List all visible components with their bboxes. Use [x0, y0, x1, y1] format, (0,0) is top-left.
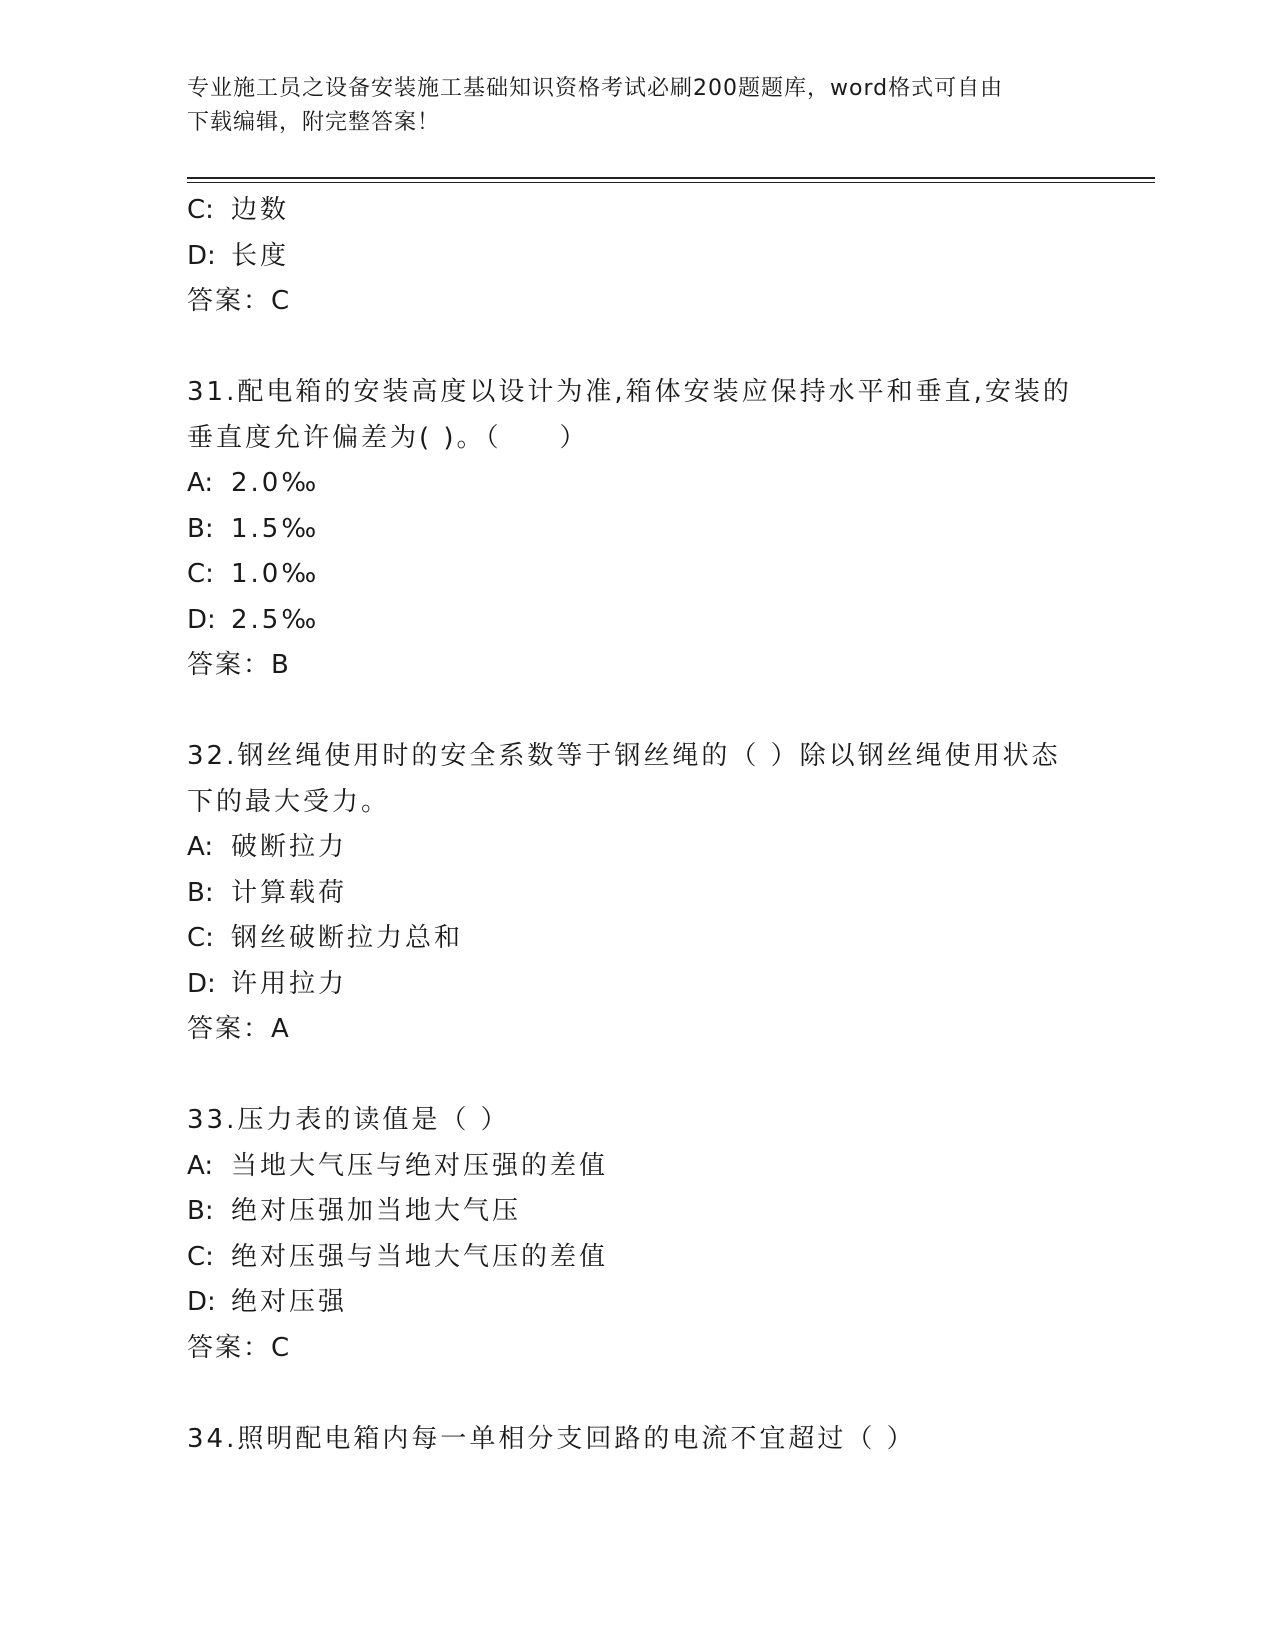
option-text: 边数 [231, 195, 290, 225]
option-letter: B: [187, 1196, 214, 1226]
option-d [187, 598, 1087, 644]
option-letter: D: [187, 240, 216, 271]
option-text: 破断拉力 [231, 832, 348, 862]
option-text: 绝对压强加当地大气压 [231, 1196, 522, 1226]
option-letter: B: [187, 877, 214, 908]
header-divider-thick [187, 177, 1155, 179]
question-stem: 32.钢丝绳使用时的安全系数等于钢丝绳的（ ）除以钢丝绳使用状态 [187, 741, 1061, 771]
answer-line: 答案：A [187, 1014, 291, 1044]
question-31 [187, 370, 1087, 689]
option-letter: C: [187, 195, 214, 225]
option-text: 许用拉力 [231, 968, 348, 999]
question-stem-continued: 垂直度允许偏差为( )。（ ） [187, 422, 589, 453]
option-text: 计算载荷 [231, 877, 348, 908]
option-letter: A: [187, 468, 214, 498]
question-32 [187, 734, 1087, 1053]
option-text: 1.5‰ [231, 513, 320, 544]
header-title-line-1: 专业施工员之设备安装施工基础知识资格考试必刷200题题库，word格式可自由 [187, 76, 1004, 101]
option-a [187, 461, 1087, 507]
option-b [187, 507, 1087, 553]
answer-line: 答案：C [187, 1332, 292, 1363]
option-letter: A: [187, 1150, 214, 1181]
option-b [187, 1189, 1087, 1235]
header-title-line-2: 下载编辑，附完整答案！ [187, 110, 441, 135]
option-d [187, 1280, 1087, 1326]
answer-line: 答案：C [187, 286, 292, 316]
option-text: 钢丝破断拉力总和 [231, 923, 464, 953]
option-a [187, 825, 1087, 871]
option-letter: D: [187, 604, 216, 635]
question-stem: 33.压力表的读值是（ ） [187, 1105, 510, 1135]
option-c [187, 916, 1087, 962]
answer-line: 答案：B [187, 650, 291, 680]
question-33 [187, 1098, 1087, 1371]
option-letter: C: [187, 559, 214, 589]
spacer [187, 1371, 1087, 1417]
spacer [187, 1053, 1087, 1099]
document-header [187, 72, 1067, 140]
option-letter: C: [187, 923, 214, 953]
option-text: 2.0‰ [231, 468, 320, 498]
spacer [187, 325, 1087, 371]
option-letter: D: [187, 968, 216, 999]
question-30-continued [187, 188, 1087, 325]
option-text: 当地大气压与绝对压强的差值 [231, 1150, 609, 1181]
question-stem-continued: 下的最大受力。 [187, 786, 391, 817]
option-letter: B: [187, 513, 214, 544]
option-c [187, 552, 1087, 598]
spacer [187, 689, 1087, 735]
question-stem: 31.配电箱的安装高度以设计为准,箱体安装应保持水平和垂直,安装的 [187, 377, 1072, 407]
option-text: 1.0‰ [231, 559, 320, 589]
header-divider-thin [187, 182, 1155, 183]
option-letter: C: [187, 1241, 214, 1272]
option-b [187, 871, 1087, 917]
question-list [187, 188, 1087, 1462]
option-c [187, 1235, 1087, 1281]
option-text: 2.5‰ [231, 604, 320, 635]
option-letter: D: [187, 1287, 216, 1317]
option-d [187, 234, 1087, 280]
option-text: 长度 [231, 240, 290, 271]
option-letter: A: [187, 832, 214, 862]
option-c [187, 188, 1087, 234]
question-34 [187, 1417, 1087, 1463]
option-a [187, 1144, 1087, 1190]
option-d [187, 962, 1087, 1008]
question-stem: 34.照明配电箱内每一单相分支回路的电流不宜超过（ ） [187, 1423, 916, 1454]
option-text: 绝对压强与当地大气压的差值 [231, 1241, 609, 1272]
option-text: 绝对压强 [231, 1287, 348, 1317]
